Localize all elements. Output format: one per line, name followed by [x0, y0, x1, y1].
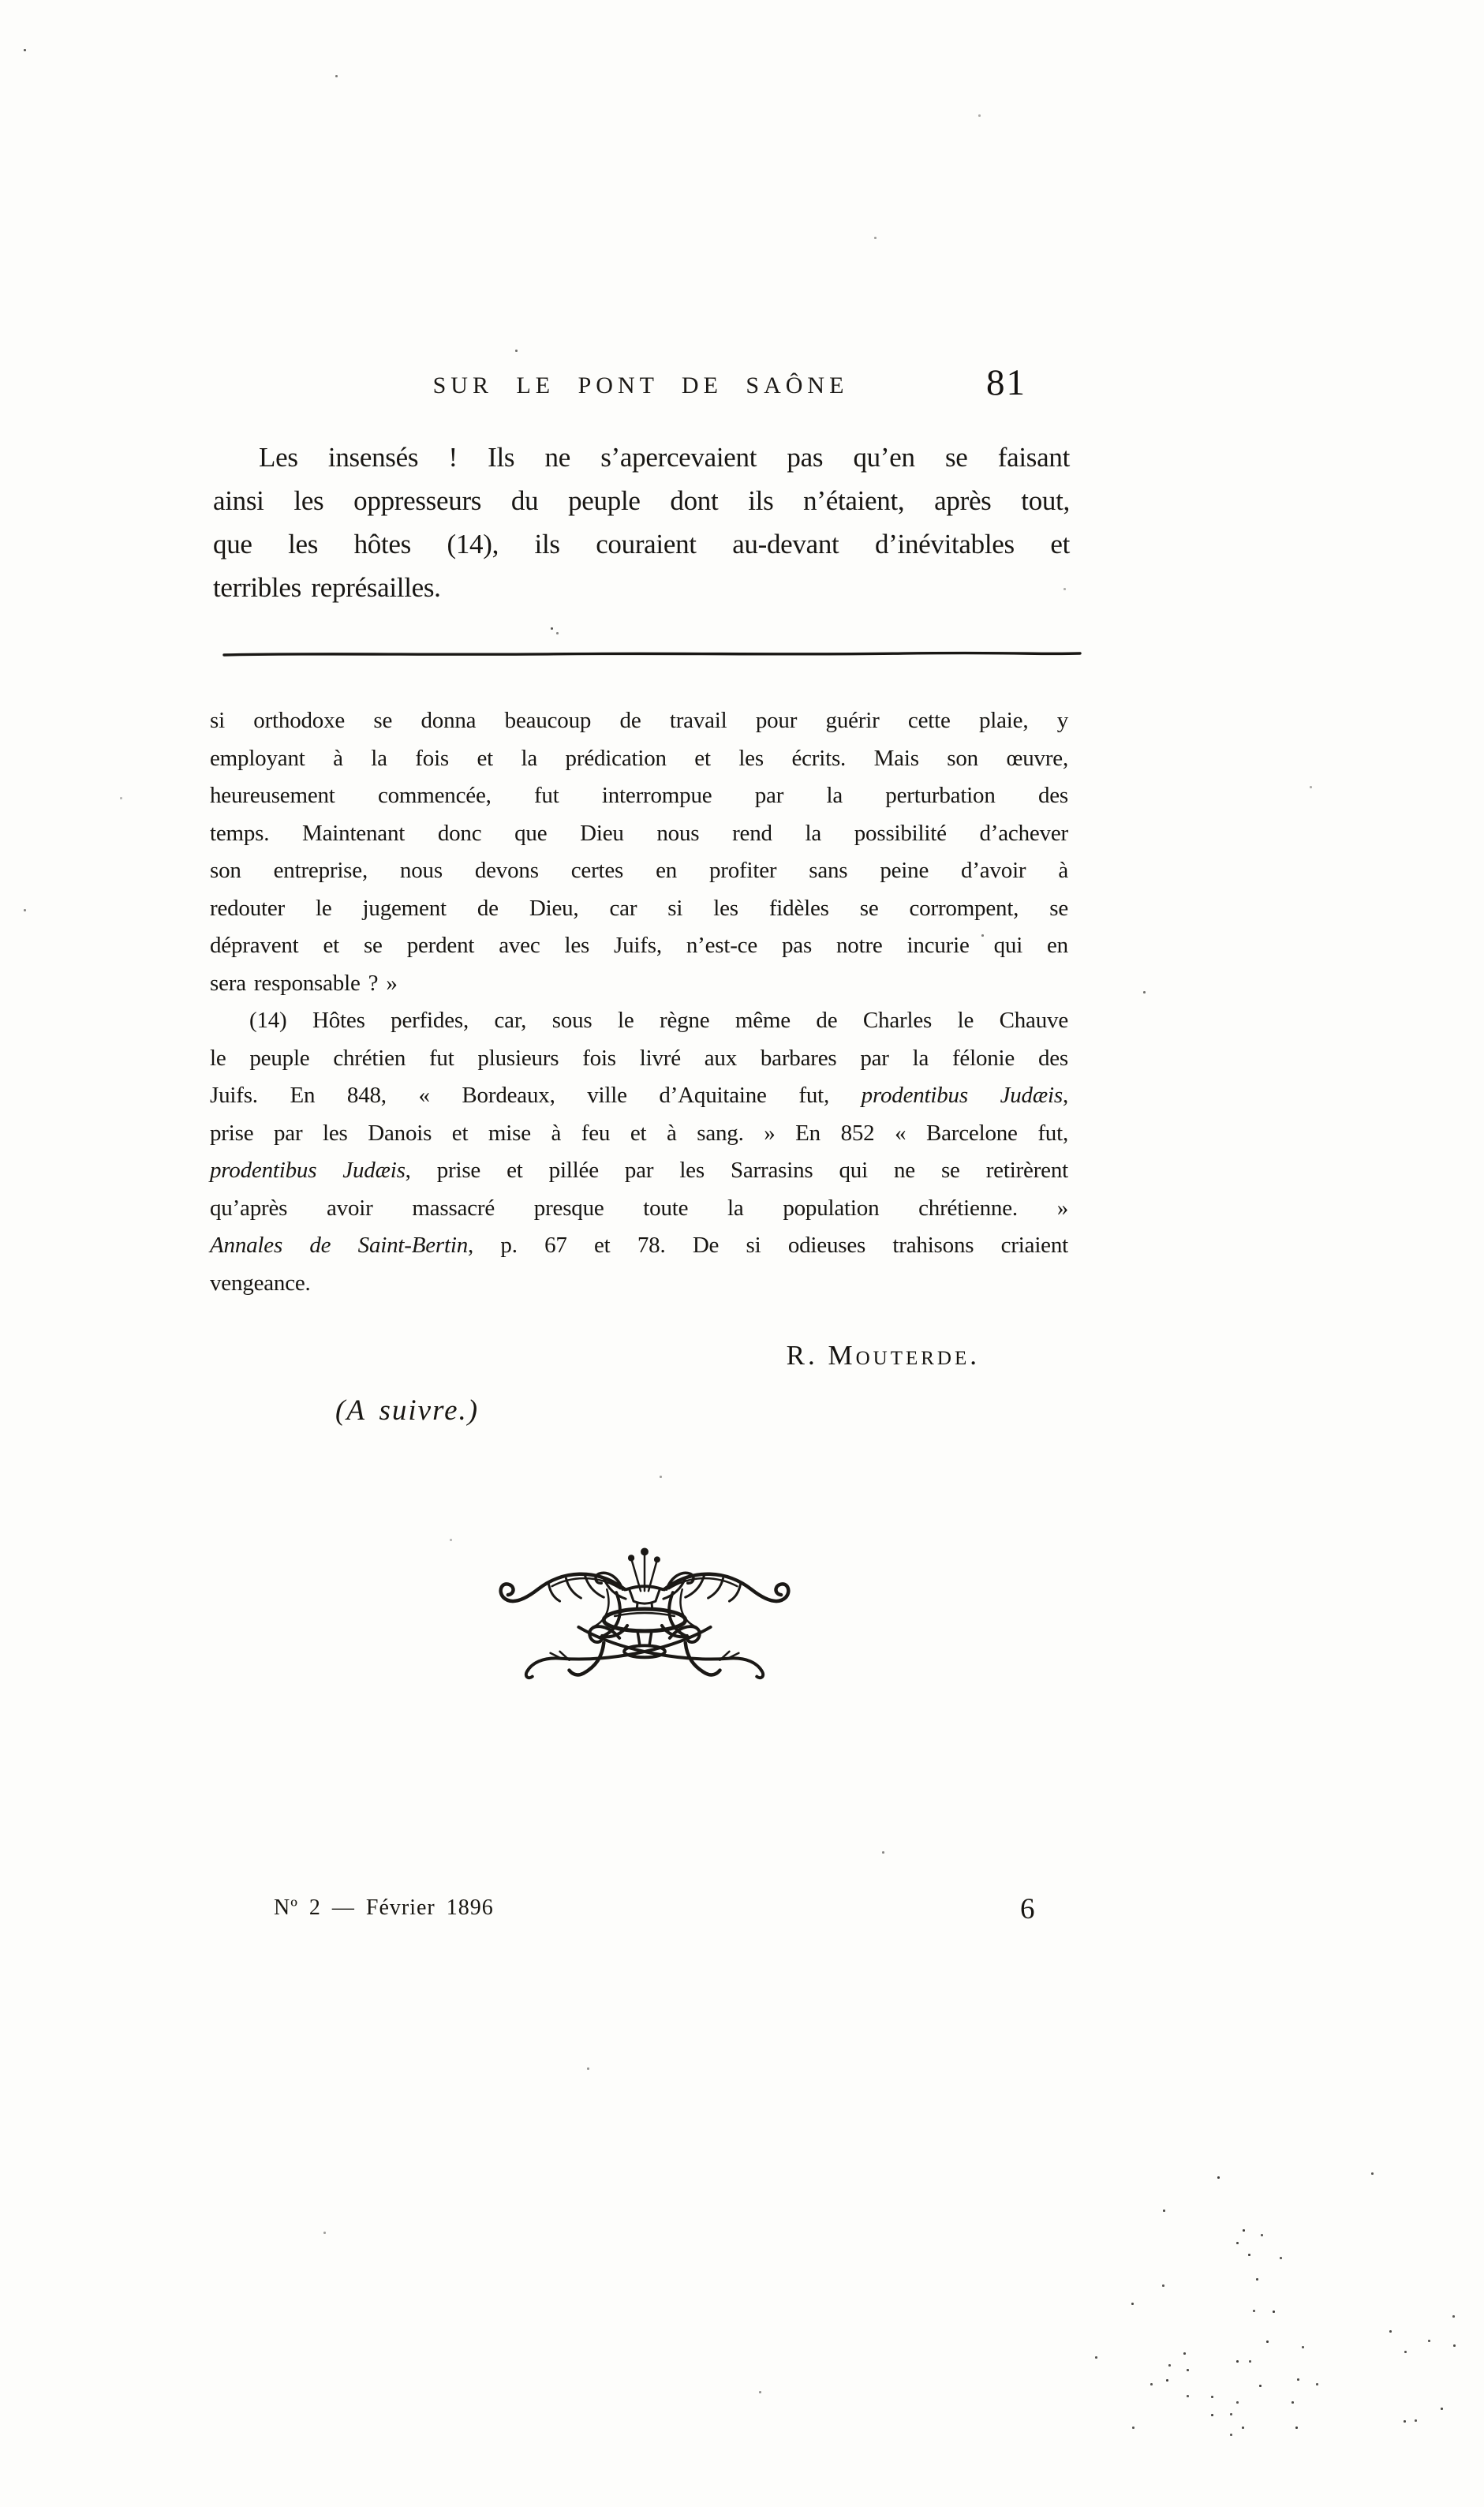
footnote-block [210, 702, 1068, 1302]
text-line: Juifs. En 848, « Bordeaux, ville d’Aquitaine fut, prodentibus Judæis, [210, 1083, 1068, 1108]
text-line: sera responsable ? » [210, 970, 398, 996]
text-line: que les hôtes (14), ils couraient au-devant d’inévitables et [213, 529, 1070, 559]
text-line: terribles représailles. [213, 572, 441, 603]
text-line: employant à la fois et la prédication et les écrits. Mais son œuvre, [210, 745, 1068, 771]
text-line: le peuple chrétien fut plusieurs fois livré aux barbares par la félonie des [210, 1045, 1068, 1071]
page-number-bottom: 6 [1020, 1893, 1035, 1925]
footnote-separator-rule [222, 650, 1082, 658]
text-line: ainsi les oppresseurs du peuple dont ils n’étaient, après tout, [213, 485, 1070, 516]
text-line: qu’après avoir massacré presque toute la population chrétienne. » [210, 1195, 1068, 1221]
text-line: Les insensés ! Ils ne s’apercevaient pas qu’en se faisant [259, 442, 1070, 473]
lead-paragraph [213, 436, 1070, 609]
continuation-note: (A suivre.) [335, 1394, 480, 1427]
running-header [211, 362, 1070, 403]
text-line: (14) Hôtes perfides, car, sous le règne même de Charles le Chauve [249, 1008, 1068, 1033]
text-line: dépravent et se perdent avec les Juifs, n’est-ce pas notre incurie qui en [210, 933, 1068, 958]
page-number-top: 81 [986, 362, 1026, 403]
text-line: Annales de Saint-Bertin, p. 67 et 78. De si odieuses trahisons criaient [210, 1233, 1068, 1258]
text-line: redouter le jugement de Dieu, car si les fidèles se corrompent, se [210, 895, 1068, 921]
tailpiece-ornament-icon [488, 1543, 802, 1689]
author-signature: R. Mouterde. [786, 1340, 980, 1371]
running-header-title: SUR LE PONT DE SAÔNE [432, 372, 849, 399]
scan-noise-specks [0, 0, 2, 2]
text-line: son entreprise, nous devons certes en profiter sans peine d’avoir à [210, 858, 1068, 883]
text-line: vengeance. [210, 1270, 311, 1296]
footer-issue-line: Nº 2 — Février 1896 [274, 1895, 494, 1920]
text-line: temps. Maintenant donc que Dieu nous rend la possibilité d’achever [210, 820, 1068, 846]
text-line: si orthodoxe se donna beaucoup de travail pour guérir cette plaie, y [210, 708, 1068, 733]
text-line: prodentibus Judæis, prise et pillée par les Sarrasins qui ne se retirèrent [210, 1158, 1068, 1183]
text-line: prise par les Danois et mise à feu et à sang. » En 852 « Barcelone fut, [210, 1120, 1068, 1146]
text-line: heureusement commencée, fut interrompue par la perturbation des [210, 783, 1068, 808]
